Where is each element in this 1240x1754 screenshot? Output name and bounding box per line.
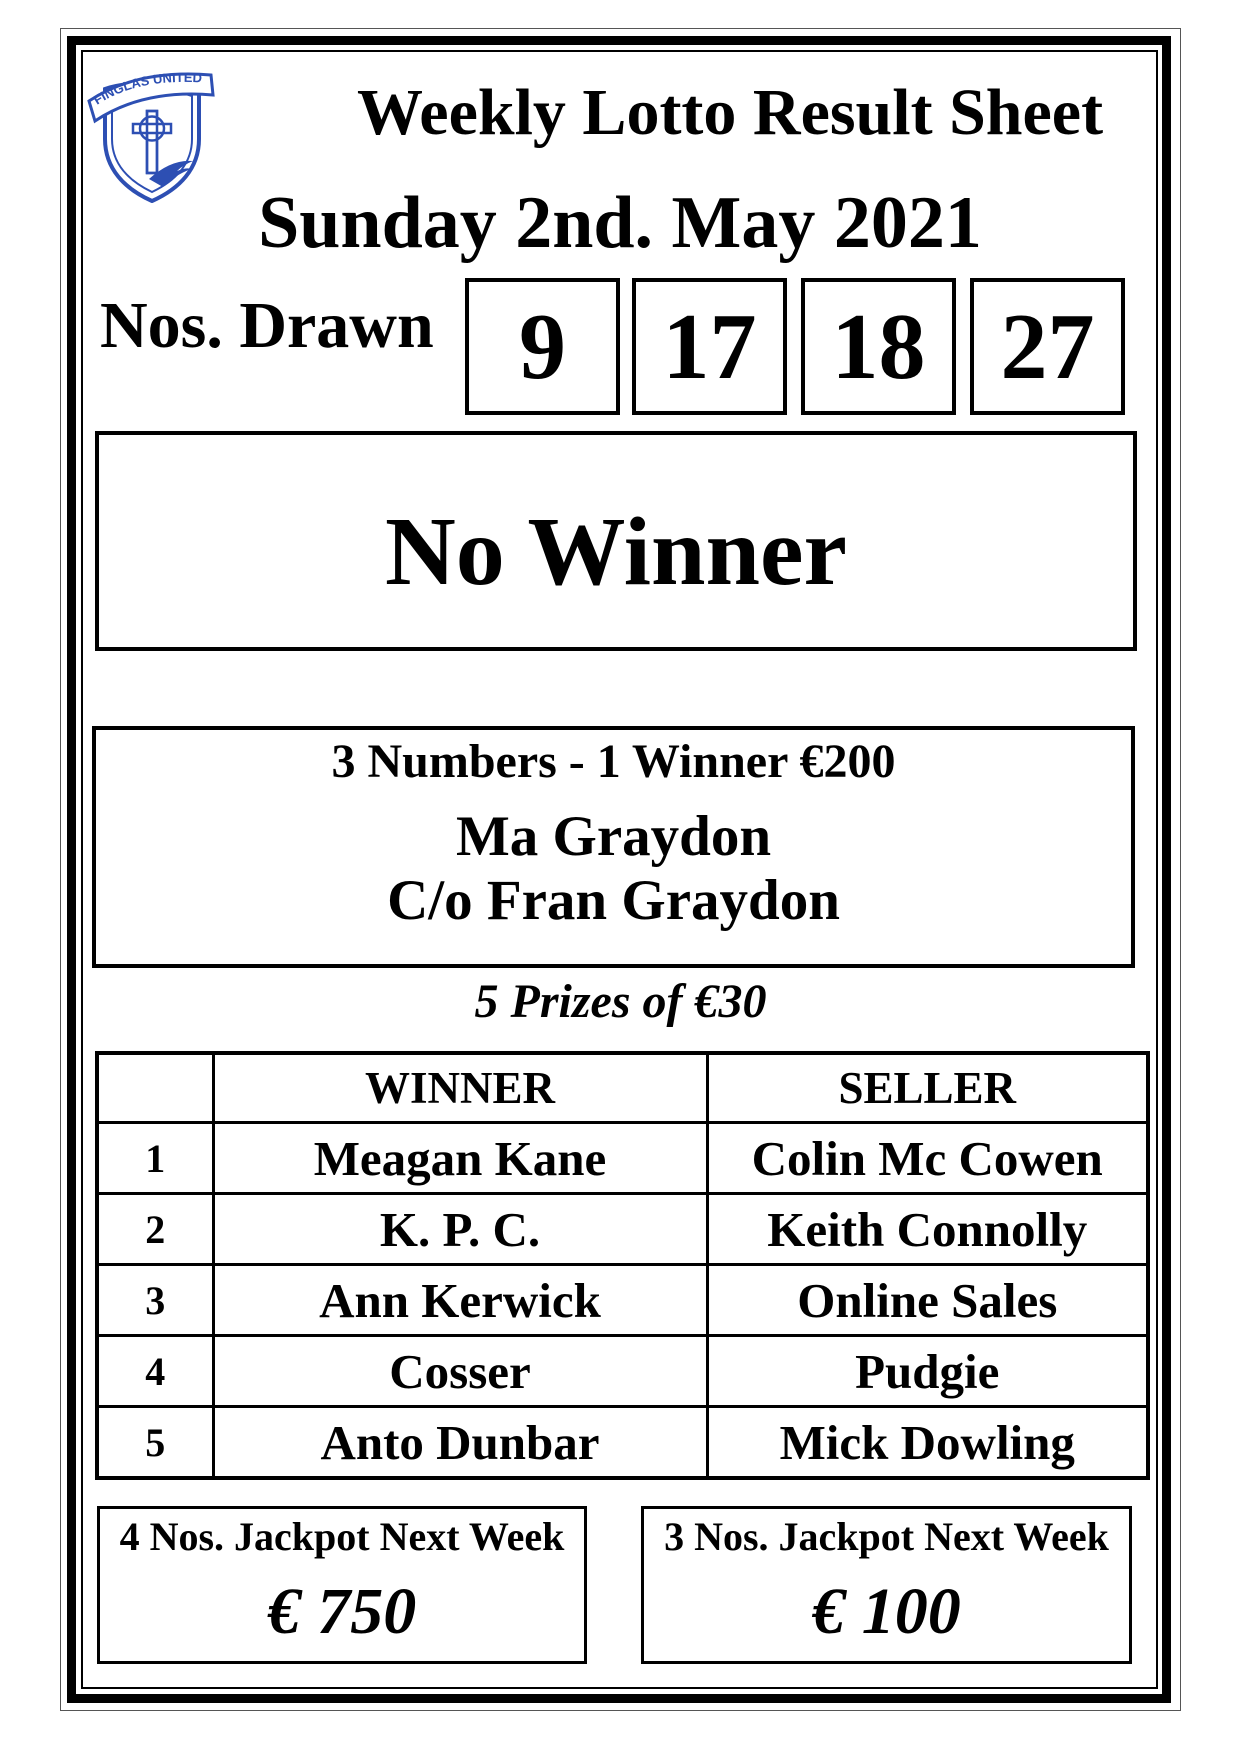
header-seller: SELLER [707, 1053, 1148, 1123]
prize-number: 3 [97, 1265, 213, 1336]
prize-winners-table [95, 1051, 1150, 1480]
drawn-number-box-3 [801, 278, 956, 415]
jackpot-result-box [95, 431, 1137, 651]
table-row [97, 1336, 1148, 1407]
drawn-number-1: 9 [519, 294, 566, 399]
prize-number: 1 [97, 1123, 213, 1194]
three-numbers-box [92, 726, 1135, 968]
three-numbers-jackpot-box [641, 1506, 1132, 1664]
seller-name: Online Sales [707, 1265, 1148, 1336]
table-row [97, 1407, 1148, 1479]
winner-name: Cosser [213, 1336, 707, 1407]
four-numbers-jackpot-label: 4 Nos. Jackpot Next Week [119, 1514, 565, 1559]
drawn-number-box-4 [970, 278, 1125, 415]
prize-number: 2 [97, 1194, 213, 1265]
four-numbers-jackpot-amount: € 750 [267, 1575, 417, 1648]
table-header-row [97, 1053, 1148, 1123]
winner-name: Ann Kerwick [213, 1265, 707, 1336]
table-row [97, 1194, 1148, 1265]
three-numbers-winner-care-of: C/o Fran Graydon [387, 869, 840, 932]
crest-banner-text: FINGLAS UNITED [90, 69, 203, 108]
drawn-number-4: 27 [1000, 294, 1095, 399]
seller-name: Keith Connolly [707, 1194, 1148, 1265]
winner-name: Meagan Kane [213, 1123, 707, 1194]
header-winner: WINNER [213, 1053, 707, 1123]
drawn-number-box-1 [465, 278, 620, 415]
seller-name: Mick Dowling [707, 1407, 1148, 1479]
winner-name: K. P. C. [213, 1194, 707, 1265]
drawn-number-3: 18 [831, 294, 926, 399]
jackpot-result-text: No Winner [385, 498, 847, 606]
drawn-number-2: 17 [662, 294, 757, 399]
prizes-heading: 5 Prizes of €30 [474, 975, 767, 1028]
prize-number: 4 [97, 1336, 213, 1407]
club-crest-icon [87, 61, 217, 203]
winner-name: Anto Dunbar [213, 1407, 707, 1479]
seller-name: Pudgie [707, 1336, 1148, 1407]
seller-name: Colin Mc Cowen [707, 1123, 1148, 1194]
table-row [97, 1123, 1148, 1194]
three-numbers-jackpot-amount: € 100 [812, 1575, 961, 1648]
prize-number: 5 [97, 1407, 213, 1479]
sheet-title: Weekly Lotto Result Sheet [356, 76, 1104, 149]
three-numbers-jackpot-label: 3 Nos. Jackpot Next Week [664, 1514, 1109, 1559]
four-numbers-jackpot-box [97, 1506, 587, 1664]
three-numbers-heading: 3 Numbers - 1 Winner €200 [331, 735, 896, 788]
table-row [97, 1265, 1148, 1336]
numbers-drawn-label: Nos. Drawn [100, 289, 434, 362]
three-numbers-winner: Ma Graydon [455, 805, 772, 868]
draw-date: Sunday 2nd. May 2021 [258, 182, 982, 264]
drawn-number-box-2 [632, 278, 787, 415]
club-crest-logo [87, 61, 217, 203]
header-number-cell [97, 1053, 213, 1123]
